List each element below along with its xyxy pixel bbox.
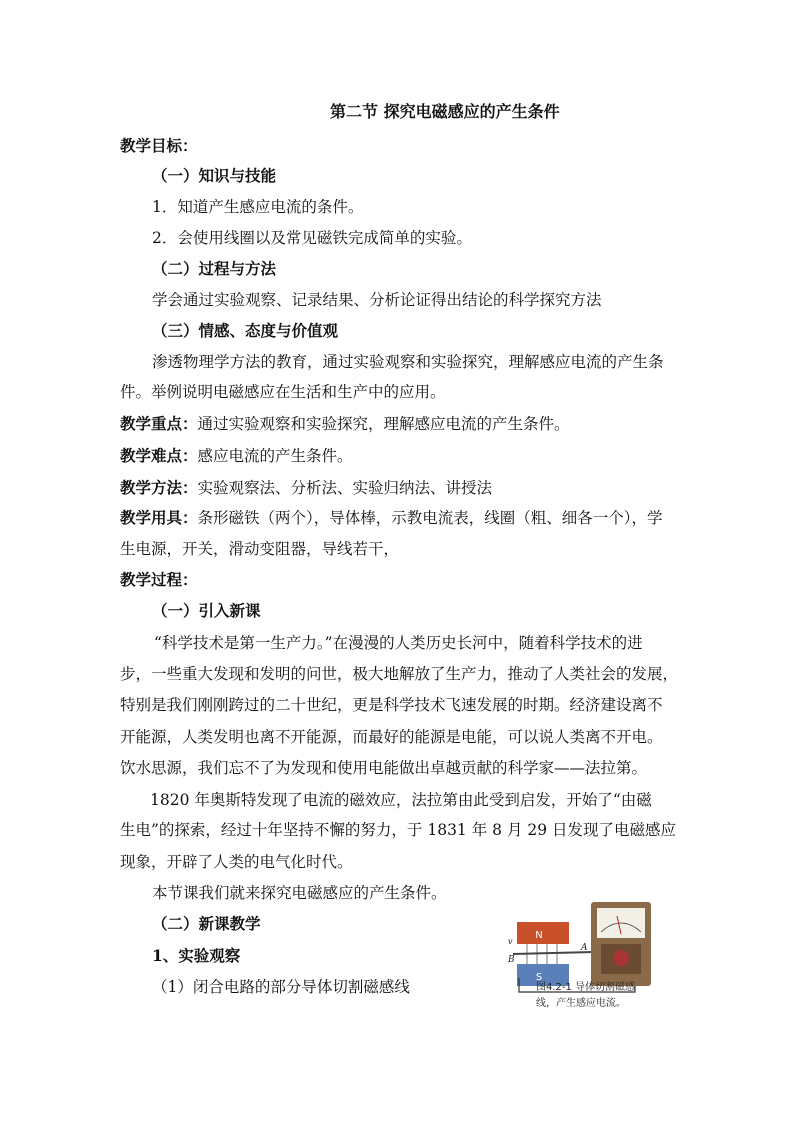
section-heading-intro: （一）引入新课 bbox=[152, 601, 261, 620]
process-heading: 教学过程： bbox=[120, 570, 198, 589]
difficulty-row bbox=[120, 446, 353, 466]
paragraph-line: 1820 年奥斯特发现了电流的磁效应，法拉第由此受到启发，开始了“由磁 bbox=[150, 791, 652, 809]
figure-caption-line: 图4.2-1 导体切割磁感 bbox=[536, 982, 636, 993]
paragraph-line: 步，一些重大发现和发明的问世，极大地解放了生产力，推动了人类社会的发展， bbox=[120, 665, 679, 683]
paragraph-line: 学会通过实验观察、记录结果、分析论证得出结论的科学探究方法 bbox=[152, 291, 602, 309]
paragraph-line: 渗透物理学方法的教育，通过实验观察和实验探究，理解感应电流的产生条 bbox=[152, 353, 664, 371]
tools-text: 条形磁铁（两个），导体棒，示教电流表，线圈（粗、细各一个），学 bbox=[197, 509, 663, 527]
method-row bbox=[120, 478, 492, 498]
list-item: 2．会使用线圈以及常见磁铁完成简单的实验。 bbox=[152, 229, 472, 247]
paragraph-line: 生电”的探索，经过十年坚持不懈的努力，于 1831 年 8 月 29 日发现了电磁感应 bbox=[120, 821, 677, 839]
section-heading-values: （三）情感、态度与价值观 bbox=[152, 321, 339, 340]
paragraph-line: 现象，开辟了人类的电气化时代。 bbox=[120, 853, 353, 871]
paragraph-line: 生电源，开关，滑动变阻器，导线若干， bbox=[120, 540, 400, 558]
section-heading-process: （二）过程与方法 bbox=[152, 259, 277, 278]
paragraph-line: 本节课我们就来探究电磁感应的产生条件。 bbox=[152, 884, 447, 902]
key-point-label: 教学重点： bbox=[120, 414, 198, 433]
figure-caption bbox=[536, 980, 656, 1012]
page-title: 第二节 探究电磁感应的产生条件 bbox=[330, 102, 560, 121]
magnet-s-label: S bbox=[535, 972, 543, 983]
method-text: 实验观察法、分析法、实验归纳法、讲授法 bbox=[197, 479, 493, 497]
paragraph-line: “科学技术是第一生产力。”在漫漫的人类历史长河中，随着科学技术的进 bbox=[154, 634, 643, 652]
paragraph-line: 特别是我们刚刚跨过的二十世纪，更是科学技术飞速发展的时期。经济建设离不 bbox=[120, 696, 663, 714]
method-label: 教学方法： bbox=[120, 478, 198, 497]
difficulty-label: 教学难点： bbox=[120, 446, 198, 465]
label-a: A bbox=[581, 943, 588, 953]
key-point-row bbox=[120, 414, 570, 434]
figure-caption-line: 线，产生感应电流。 bbox=[536, 998, 626, 1009]
section-heading-knowledge: （一）知识与技能 bbox=[152, 166, 277, 185]
magnet-n-pole bbox=[517, 922, 569, 944]
section-heading-new-lesson: （二）新课教学 bbox=[152, 914, 261, 933]
key-point-text: 通过实验观察和实验探究，理解感应电流的产生条件。 bbox=[197, 415, 570, 433]
objectives-heading: 教学目标： bbox=[120, 136, 198, 155]
label-b: B bbox=[508, 955, 515, 965]
paragraph-line: 开能源，人类发明也离不开能源，而最好的能源是电能，可以说人类离不开电。 bbox=[120, 728, 663, 746]
difficulty-text: 感应电流的产生条件。 bbox=[197, 447, 353, 465]
tools-label: 教学用具： bbox=[120, 508, 198, 527]
list-item: 1．知道产生感应电流的条件。 bbox=[152, 198, 364, 216]
tools-row bbox=[120, 508, 663, 528]
subheading-experiment: 1、实验观察 bbox=[152, 946, 241, 965]
paragraph-line: 件。举例说明电磁感应在生活和生产中的应用。 bbox=[120, 383, 446, 401]
label-v: v bbox=[508, 937, 513, 946]
magnet-n-label: N bbox=[535, 930, 543, 941]
list-item: （1）闭合电路的部分导体切割磁感线 bbox=[152, 978, 410, 996]
paragraph-line: 饮水思源，我们忘不了为发现和使用电能做出卓越贡献的科学家——法拉第。 bbox=[120, 759, 648, 777]
